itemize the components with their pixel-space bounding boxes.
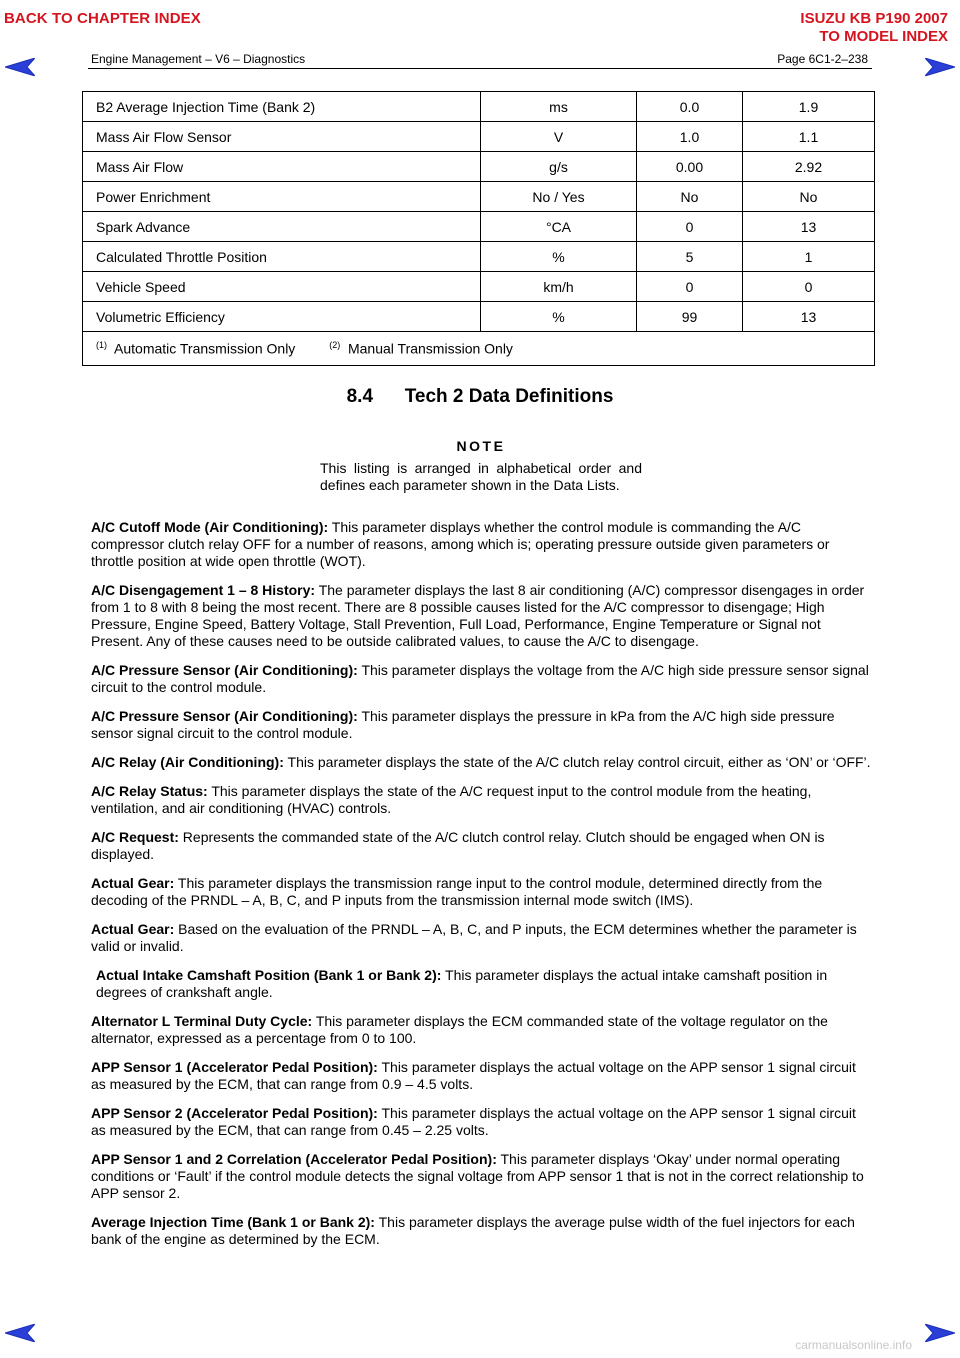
parameter-name-cell: Power Enrichment [83, 182, 481, 212]
units-cell: V [481, 122, 637, 152]
units-cell: % [481, 302, 637, 332]
table-row [83, 182, 875, 212]
value-2-cell: 2.92 [743, 152, 875, 182]
definition-text: This parameter displays the actual voltage on the APP sensor 1 signal circuit as measured by the ECM, that can range from 0.9 – 4.5 volts. [91, 1059, 856, 1092]
definition-text: This parameter displays the state of the A/C clutch relay control circuit, either as ‘ON’ or ‘OFF’. [283, 754, 871, 770]
definition-text: The parameter displays the last 8 air conditioning (A/C) compressor disengages in order from 1 to 8 with 8 being the most recent. There are 8 possible causes listed for the A/C compressor to disengage; High Pressure, Engine Speed, Battery Voltage, Stall Prevention, Full Load, Performance, Engine Temperature or Signal not Present. Any of these causes need to be outside calibrated values, to cause the A/C to disengage. [91, 582, 865, 649]
running-header-page-number: Page 6C1-2–238 [777, 52, 868, 66]
definition-text: Represents the commanded state of the A/C clutch control relay. Clutch should be engaged when ON is displayed. [91, 829, 825, 862]
definition-term: A/C Pressure Sensor (Air Conditioning): [91, 662, 358, 678]
definition-term: Actual Gear: [91, 875, 175, 891]
value-1-cell: 1.0 [637, 122, 743, 152]
value-1-cell: 0 [637, 272, 743, 302]
definition-item [91, 1059, 871, 1093]
table-row [83, 152, 875, 182]
back-to-chapter-index-link[interactable]: BACK TO CHAPTER INDEX [4, 10, 201, 27]
value-2-cell: 1.9 [743, 92, 875, 122]
definition-term: A/C Relay Status: [91, 783, 208, 799]
definition-item [91, 662, 871, 696]
definition-text: This parameter displays the voltage from the A/C high side pressure sensor signal circuit to the control module. [91, 662, 869, 695]
definition-item [91, 1013, 871, 1047]
definition-term: Actual Intake Camshaft Position (Bank 1 or Bank 2): [96, 967, 442, 983]
definition-text: This parameter displays the transmission range input to the control module, determined directly from the decoding of the PRNDL – A, B, C, and P inputs from the transmission internal mode switch (IMS). [91, 875, 823, 908]
definitions-list [91, 519, 871, 1260]
definition-term: A/C Relay (Air Conditioning): [91, 754, 284, 770]
definition-term: A/C Cutoff Mode (Air Conditioning): [91, 519, 329, 535]
footnote-mark-1: (1) [96, 340, 107, 351]
definition-text: This parameter displays whether the control module is commanding the A/C compressor clutch relay OFF for a number of reasons, among which is; operating pressure outside given parameters or throttle position at wide open throttle (WOT). [91, 519, 830, 569]
units-cell: No / Yes [481, 182, 637, 212]
definition-term: APP Sensor 1 and 2 Correlation (Accelerator Pedal Position): [91, 1151, 497, 1167]
running-header-title: Engine Management – V6 – Diagnostics [91, 52, 306, 66]
definition-term: Alternator L Terminal Duty Cycle: [91, 1013, 313, 1029]
definition-term: A/C Disengagement 1 – 8 History: [91, 582, 316, 598]
parameter-name-cell: B2 Average Injection Time (Bank 2) [83, 92, 481, 122]
model-index-block [800, 10, 948, 46]
units-cell: g/s [481, 152, 637, 182]
section-heading: 8.4 Tech 2 Data Definitions [346, 386, 614, 407]
table-row [83, 92, 875, 122]
definition-text: This parameter displays the pressure in kPa from the A/C high side pressure sensor signal circuit to the control module. [91, 708, 835, 741]
definition-text: This parameter displays the actual voltage on the APP sensor 1 signal circuit as measured by the ECM, that can range from 0.45 – 2.25 volts. [91, 1105, 856, 1138]
definition-item [91, 519, 871, 570]
definition-item [91, 582, 871, 650]
previous-page-arrow-icon[interactable] [5, 58, 35, 76]
value-1-cell: 0.0 [637, 92, 743, 122]
table-footnote [83, 332, 875, 366]
footnote-text-2: Manual Transmission Only [347, 340, 513, 357]
units-cell: km/h [481, 272, 637, 302]
value-2-cell: 13 [743, 302, 875, 332]
table-row [83, 212, 875, 242]
value-2-cell: 13 [743, 212, 875, 242]
definition-term: Average Injection Time (Bank 1 or Bank 2): [91, 1214, 375, 1230]
note-box [320, 438, 642, 494]
note-text: This listing is arranged in alphabetical order and defines each parameter shown in the Data Lists. [320, 460, 642, 493]
parameter-name-cell: Vehicle Speed [83, 272, 481, 302]
value-1-cell: 99 [637, 302, 743, 332]
definition-item [91, 921, 871, 955]
table-row [83, 122, 875, 152]
definition-text: This parameter displays the ECM commanded state of the voltage regulator on the alternator, expressed as a percentage from 0 to 100. [91, 1013, 828, 1046]
next-page-arrow-icon[interactable] [925, 1324, 955, 1342]
model-title: ISUZU KB P190 2007 [800, 10, 948, 27]
parameter-name-cell: Volumetric Efficiency [83, 302, 481, 332]
definition-text: This parameter displays the actual intake camshaft position in degrees of crankshaft angle. [96, 967, 828, 1000]
parameter-name-cell: Spark Advance [83, 212, 481, 242]
watermark: carmanualsonline.info [795, 1338, 912, 1352]
definition-item [91, 1214, 871, 1248]
units-cell: ms [481, 92, 637, 122]
definition-item [91, 1105, 871, 1139]
definition-term: A/C Pressure Sensor (Air Conditioning): [91, 708, 358, 724]
table-footnote-row [83, 332, 875, 366]
table-row [83, 242, 875, 272]
value-1-cell: 5 [637, 242, 743, 272]
value-2-cell: 1 [743, 242, 875, 272]
value-1-cell: 0 [637, 212, 743, 242]
value-1-cell: 0.00 [637, 152, 743, 182]
table-row [83, 302, 875, 332]
previous-page-arrow-icon[interactable] [5, 1324, 35, 1342]
footnote-text-1: Automatic Transmission Only [114, 340, 296, 357]
definition-item [96, 967, 871, 1001]
tech2-data-table [82, 91, 875, 366]
value-2-cell: 1.1 [743, 122, 875, 152]
units-cell: °CA [481, 212, 637, 242]
value-2-cell: No [743, 182, 875, 212]
definition-text: Based on the evaluation of the PRNDL – A, B, C, and P inputs, the ECM determines whether the parameter is valid or invalid. [91, 921, 857, 954]
definition-item [91, 1151, 871, 1202]
definition-item [91, 829, 871, 863]
definition-term: APP Sensor 2 (Accelerator Pedal Position): [91, 1105, 378, 1121]
definition-item [91, 754, 871, 771]
value-1-cell: No [637, 182, 743, 212]
definition-item [91, 875, 871, 909]
units-cell: % [481, 242, 637, 272]
parameter-name-cell: Mass Air Flow [83, 152, 481, 182]
next-page-arrow-icon[interactable] [925, 58, 955, 76]
footnote-mark-2: (2) [329, 340, 341, 351]
definition-term: A/C Request: [91, 829, 179, 845]
definition-text: This parameter displays ‘Okay’ under normal operating conditions or ‘Fault’ if the control module detects the signal voltage from APP sensor 1 that is not in the correct relationship to APP sensor 2. [91, 1151, 864, 1201]
definition-item [91, 783, 871, 817]
definition-term: APP Sensor 1 (Accelerator Pedal Position): [91, 1059, 378, 1075]
parameter-name-cell: Mass Air Flow Sensor [83, 122, 481, 152]
parameter-name-cell: Calculated Throttle Position [83, 242, 481, 272]
value-2-cell: 0 [743, 272, 875, 302]
header-rule [88, 68, 872, 69]
to-model-index-link[interactable]: TO MODEL INDEX [819, 28, 948, 45]
definition-item [91, 708, 871, 742]
note-label: NOTE [456, 438, 506, 454]
definition-term: Actual Gear: [91, 921, 175, 937]
definition-text: This parameter displays the average pulse width of the fuel injectors for each bank of the engine as determined by the ECM. [91, 1214, 855, 1247]
table-row [83, 272, 875, 302]
definition-text: This parameter displays the state of the A/C request input to the control module from the heating, ventilation, and air conditioning (HVAC) controls. [91, 783, 812, 816]
